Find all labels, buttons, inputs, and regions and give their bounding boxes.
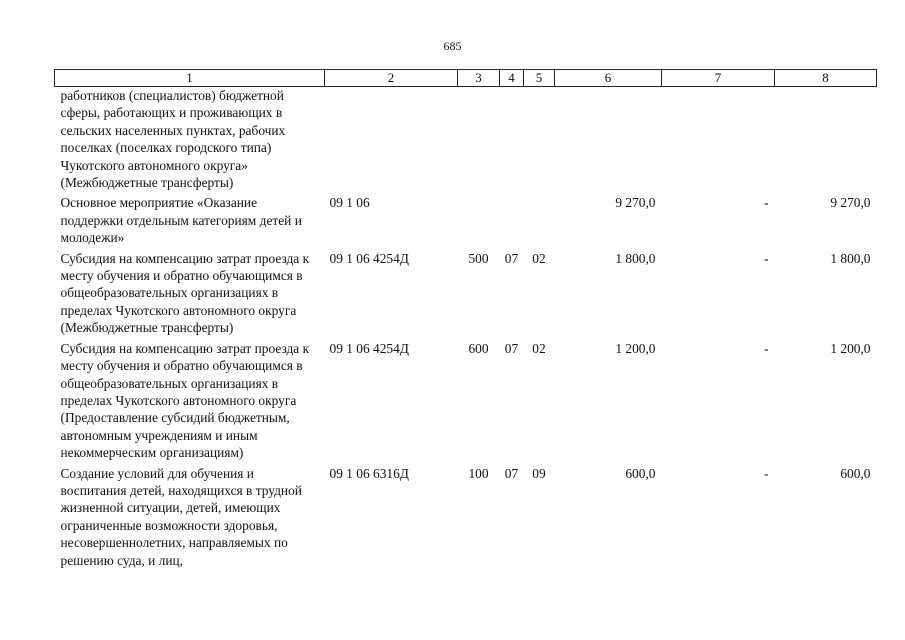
row-pr [524, 87, 555, 195]
row-rz: 07 [504, 340, 519, 356]
row-vr: 500 [468, 250, 489, 266]
row-total: 9 270,0 [830, 195, 871, 211]
column-header-7: 7 [662, 70, 775, 87]
table-row [55, 465, 877, 572]
row-pr: 02 [532, 250, 546, 266]
row-change: - [764, 195, 769, 211]
column-header-6: 6 [555, 70, 662, 87]
row-total: 1 200,0 [830, 340, 871, 356]
row-sum: 600,0 [625, 465, 656, 481]
row-vr [458, 87, 500, 195]
page-number: 685 [443, 39, 462, 53]
row-vr [458, 194, 500, 249]
table-row [55, 87, 877, 195]
row-total: 1 800,0 [830, 250, 871, 266]
column-header-5: 5 [524, 70, 555, 87]
row-total [775, 87, 877, 195]
row-rz [500, 194, 524, 249]
column-header-2: 2 [325, 70, 458, 87]
row-total: 600,0 [840, 465, 871, 481]
column-header-4: 4 [500, 70, 524, 87]
row-name: Субсидия на компенсацию затрат проезда к месту обучения и обратно обучающимся в общеобразовательных организациях в пределах Чукотского автономного округа (Предоставление субсидий бюджетным, автономным учреждениям и иным некоммерческим организациям) [60, 340, 310, 461]
row-sum: 1 200,0 [615, 340, 656, 356]
row-vr: 100 [468, 465, 489, 481]
row-sum: 1 800,0 [615, 250, 656, 266]
row-pr: 02 [532, 340, 546, 356]
row-rz: 07 [504, 250, 519, 266]
table-row [55, 250, 877, 340]
row-code: 09 1 06 [329, 195, 370, 211]
budget-table [54, 69, 877, 572]
column-header-8: 8 [775, 70, 877, 87]
column-header-3: 3 [458, 70, 500, 87]
row-code [325, 87, 458, 195]
row-code: 09 1 06 4254Д [329, 250, 409, 266]
row-change: - [764, 465, 769, 481]
row-rz: 07 [504, 465, 519, 481]
row-sum [555, 87, 662, 195]
table-row [55, 340, 877, 465]
row-pr: 09 [532, 465, 546, 481]
row-vr: 600 [468, 340, 489, 356]
row-change: - [764, 340, 769, 356]
row-change: - [764, 250, 769, 266]
row-name: Субсидия на компенсацию затрат проезда к месту обучения и обратно обучающимся в общеобразовательных организациях в пределах Чукотского автономного округа (Межбюджетные трансферты) [60, 250, 310, 336]
row-pr [524, 194, 555, 249]
row-code: 09 1 06 6316Д [329, 465, 409, 481]
row-name: работников (специалистов) бюджетной сферы, работающих и проживающих в сельских населенных пунктах, рабочих поселках (поселках городского типа) Чукотского автономного округа» (Межбюджетные трансферты) [60, 88, 286, 191]
row-code: 09 1 06 4254Д [329, 340, 409, 356]
row-change [662, 87, 775, 195]
row-rz [500, 87, 524, 195]
row-name: Создание условий для обучения и воспитания детей, находящихся в трудной жизненной ситуации, детей, имеющих ограниченные возможности здоровья, несовершеннолетних, направляемых по решению суда, и лиц, [60, 465, 302, 568]
row-name: Основное мероприятие «Оказание поддержки отдельным категориям детей и молодежи» [60, 195, 302, 246]
row-sum: 9 270,0 [615, 195, 656, 211]
column-number-header-row [55, 70, 877, 87]
table-row [55, 194, 877, 249]
column-header-1: 1 [55, 70, 325, 87]
